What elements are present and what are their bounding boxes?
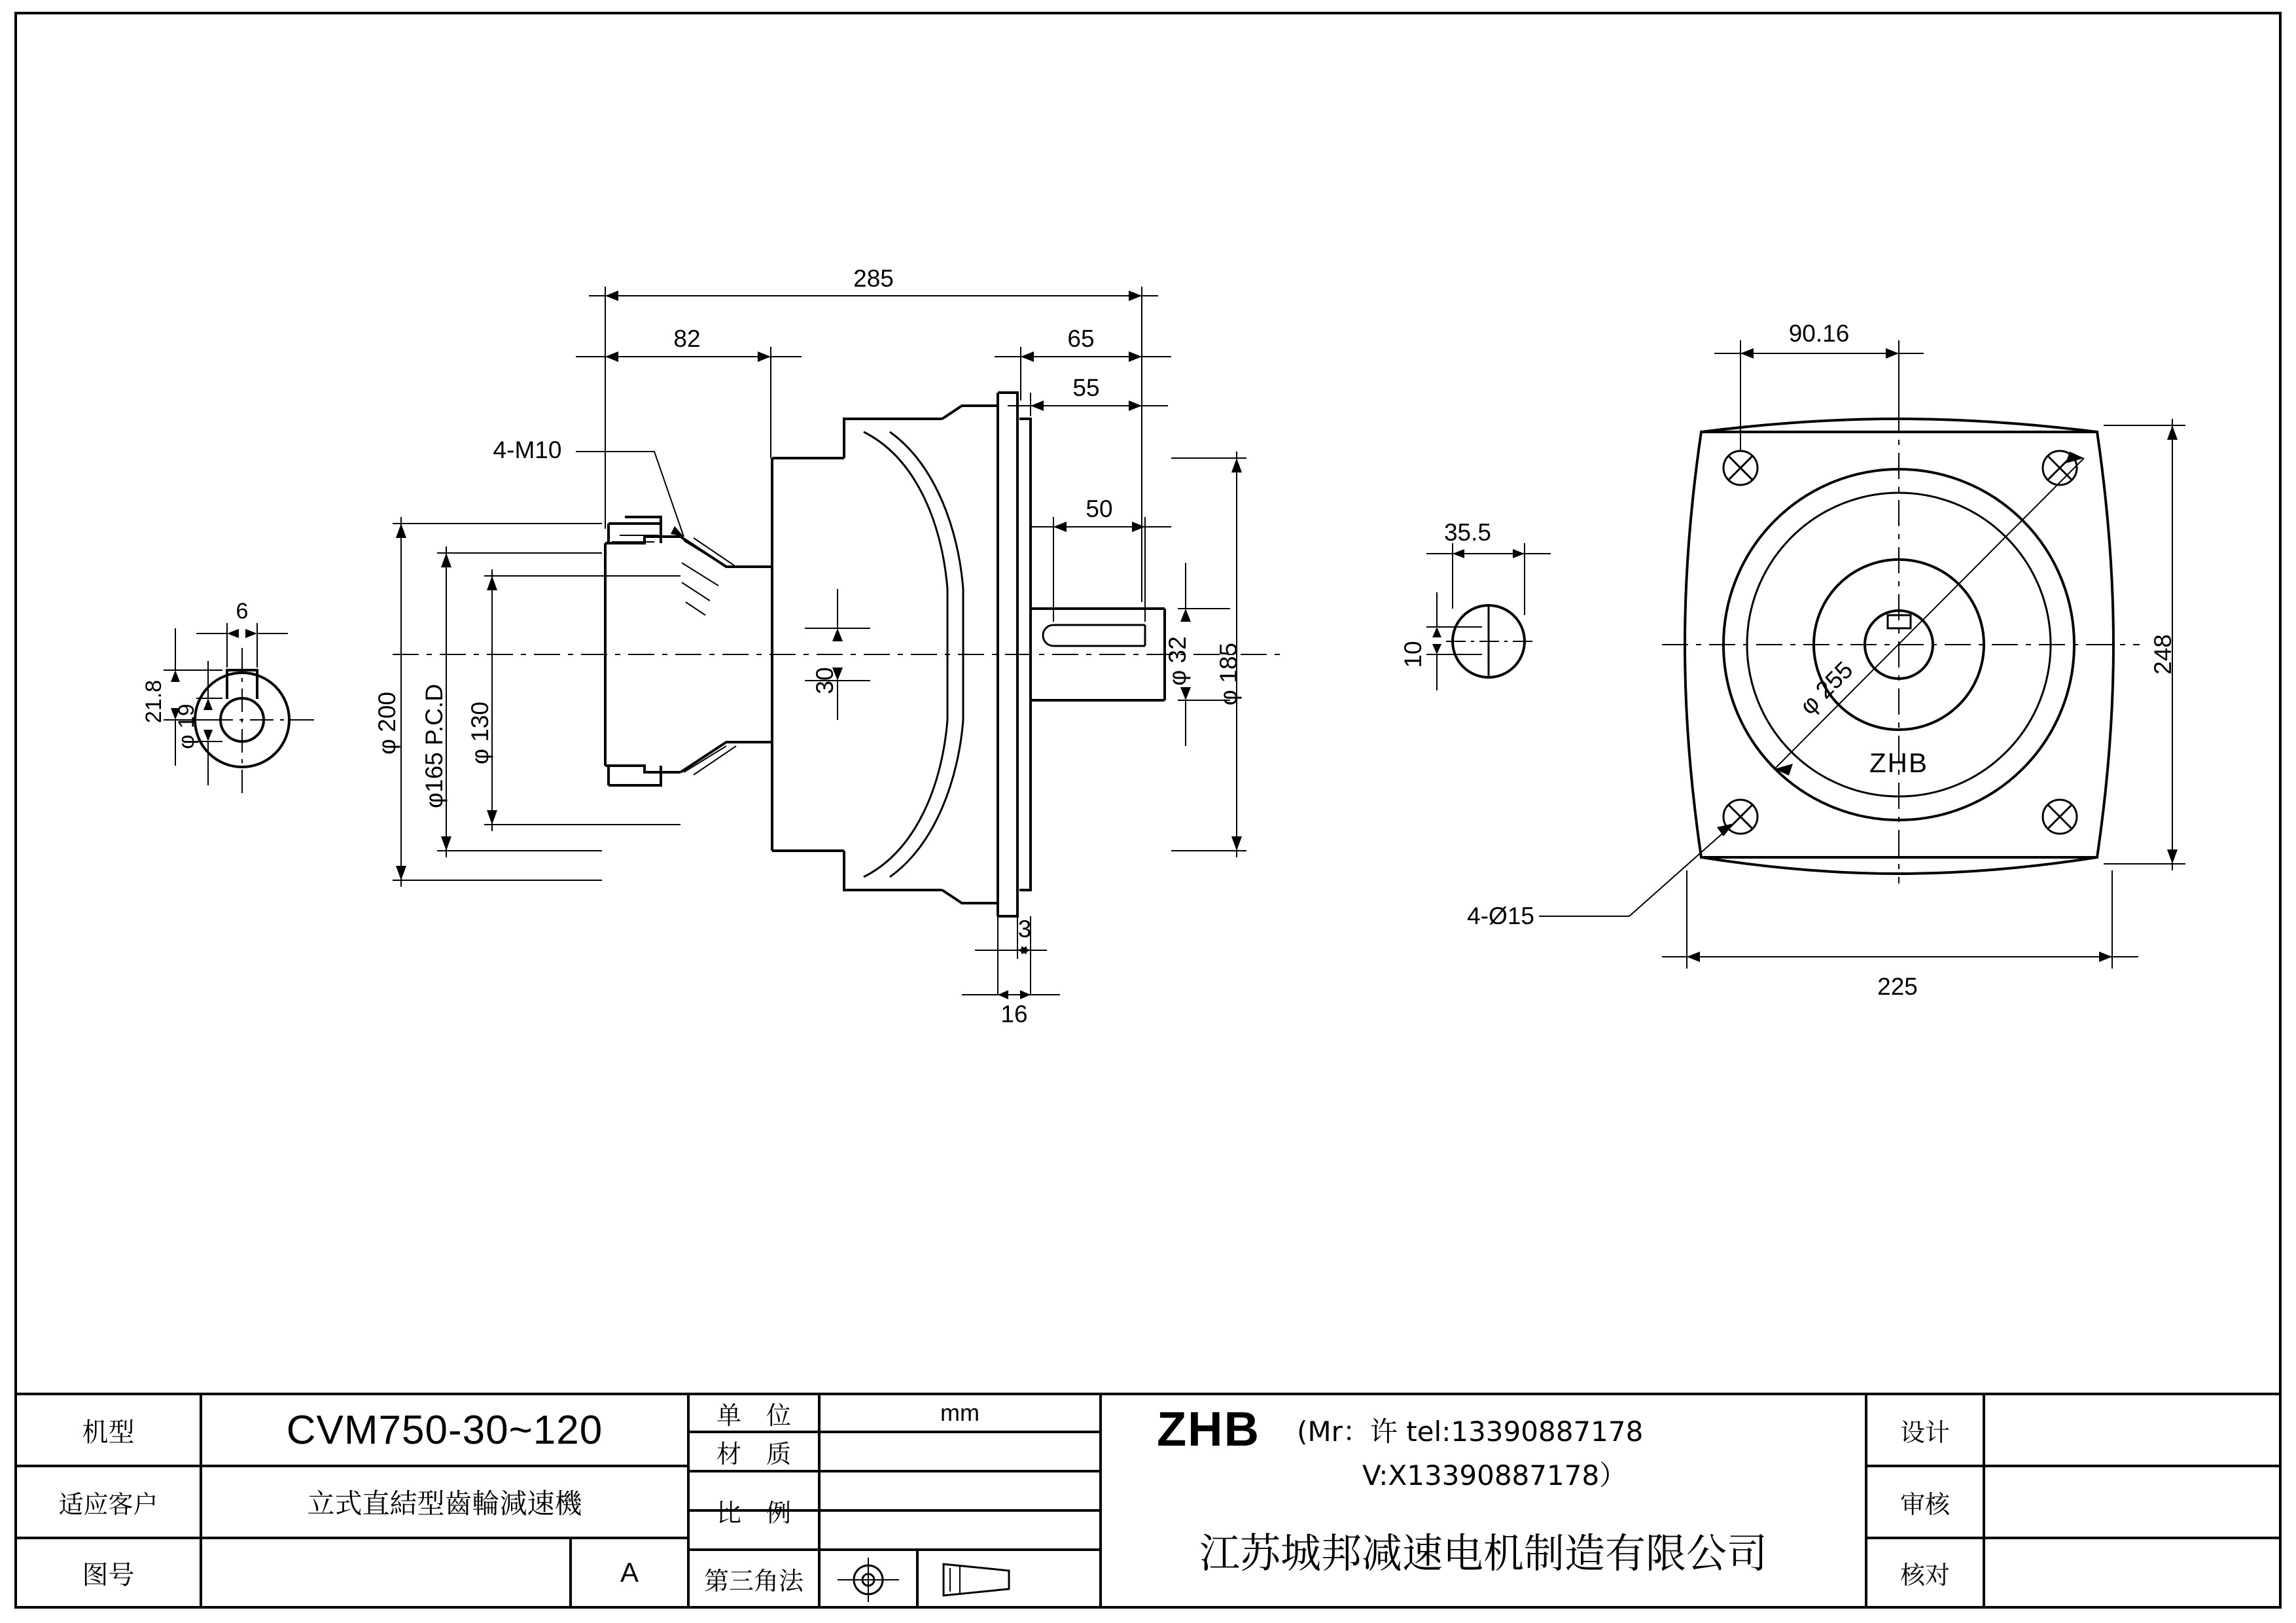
tb-label-drawing-no: 图号 xyxy=(82,1560,135,1590)
dim-phi255: φ 255 xyxy=(1794,656,1858,720)
dim-90-16: 90.16 xyxy=(1788,320,1850,347)
tb-label-scale: 比 例 xyxy=(716,1498,791,1527)
tb-label-unit: 单 位 xyxy=(716,1400,791,1430)
tb-value-model: CVM750-30~120 xyxy=(286,1407,603,1453)
callout-4-m10: 4-M10 xyxy=(493,437,562,463)
tb-label-projection: 第三角法 xyxy=(703,1566,804,1596)
main-section-view xyxy=(393,287,1282,999)
dim-225: 225 xyxy=(1877,973,1918,1000)
tb-label-check: 核对 xyxy=(1899,1560,1950,1590)
dim-6: 6 xyxy=(236,599,249,624)
tb-value-material xyxy=(819,1432,1101,1471)
dim-248: 248 xyxy=(2149,634,2176,675)
tb-label-model: 机型 xyxy=(82,1417,135,1448)
dim-phi165-pcd: φ165 P.C.D xyxy=(421,684,448,808)
dim-21-8: 21.8 xyxy=(141,679,166,724)
tb-value-scale xyxy=(819,1471,1101,1550)
dim-55: 55 xyxy=(1072,374,1100,401)
tb-label-material: 材 质 xyxy=(716,1439,791,1469)
dim-phi185: φ 185 xyxy=(1215,642,1242,706)
tb-value-unit: mm xyxy=(940,1399,980,1426)
dim-35-5: 35.5 xyxy=(1443,519,1492,546)
tb-label-review: 审核 xyxy=(1899,1489,1950,1519)
dim-30: 30 xyxy=(811,667,838,694)
dim-10: 10 xyxy=(1400,641,1426,668)
brand-mark-zhb: ZHB xyxy=(1869,747,1928,778)
tb-value-check xyxy=(1984,1538,2280,1607)
company-brand: ZHB xyxy=(1156,1401,1261,1456)
company-contact-wechat: V:X13390887178） xyxy=(1362,1459,1627,1491)
tb-value-review xyxy=(1984,1466,2280,1538)
company-name: 江苏城邦减速电机制造有限公司 xyxy=(1199,1529,1767,1577)
tb-value-drawing-no xyxy=(201,1538,569,1607)
callout-4-hole15: 4-Ø15 xyxy=(1467,902,1534,929)
flange-end-view xyxy=(1539,340,2185,969)
dim-phi32: φ 32 xyxy=(1164,636,1191,686)
dim-phi200: φ 200 xyxy=(374,691,400,755)
dim-65: 65 xyxy=(1067,325,1095,352)
tb-sheet-letter: A xyxy=(620,1557,639,1588)
tb-label-design: 设计 xyxy=(1899,1418,1950,1447)
tb-value-design xyxy=(1984,1394,2280,1466)
dim-phi19: φ 19 xyxy=(174,704,199,749)
dim-82: 82 xyxy=(673,325,701,352)
title-block xyxy=(14,1393,2282,1609)
tb-value-customer: 立式直結型齒輪減速機 xyxy=(307,1488,582,1520)
dim-phi130: φ 130 xyxy=(467,701,493,765)
dim-3: 3 xyxy=(1017,916,1032,942)
dim-50: 50 xyxy=(1086,495,1113,522)
dim-16: 16 xyxy=(1000,1001,1028,1027)
company-contact: (Mr：许 tel:13390887178 xyxy=(1297,1416,1644,1448)
dim-285: 285 xyxy=(853,265,894,292)
small-boss-view xyxy=(1426,543,1551,690)
tb-label-customer: 适应客户 xyxy=(58,1489,158,1519)
